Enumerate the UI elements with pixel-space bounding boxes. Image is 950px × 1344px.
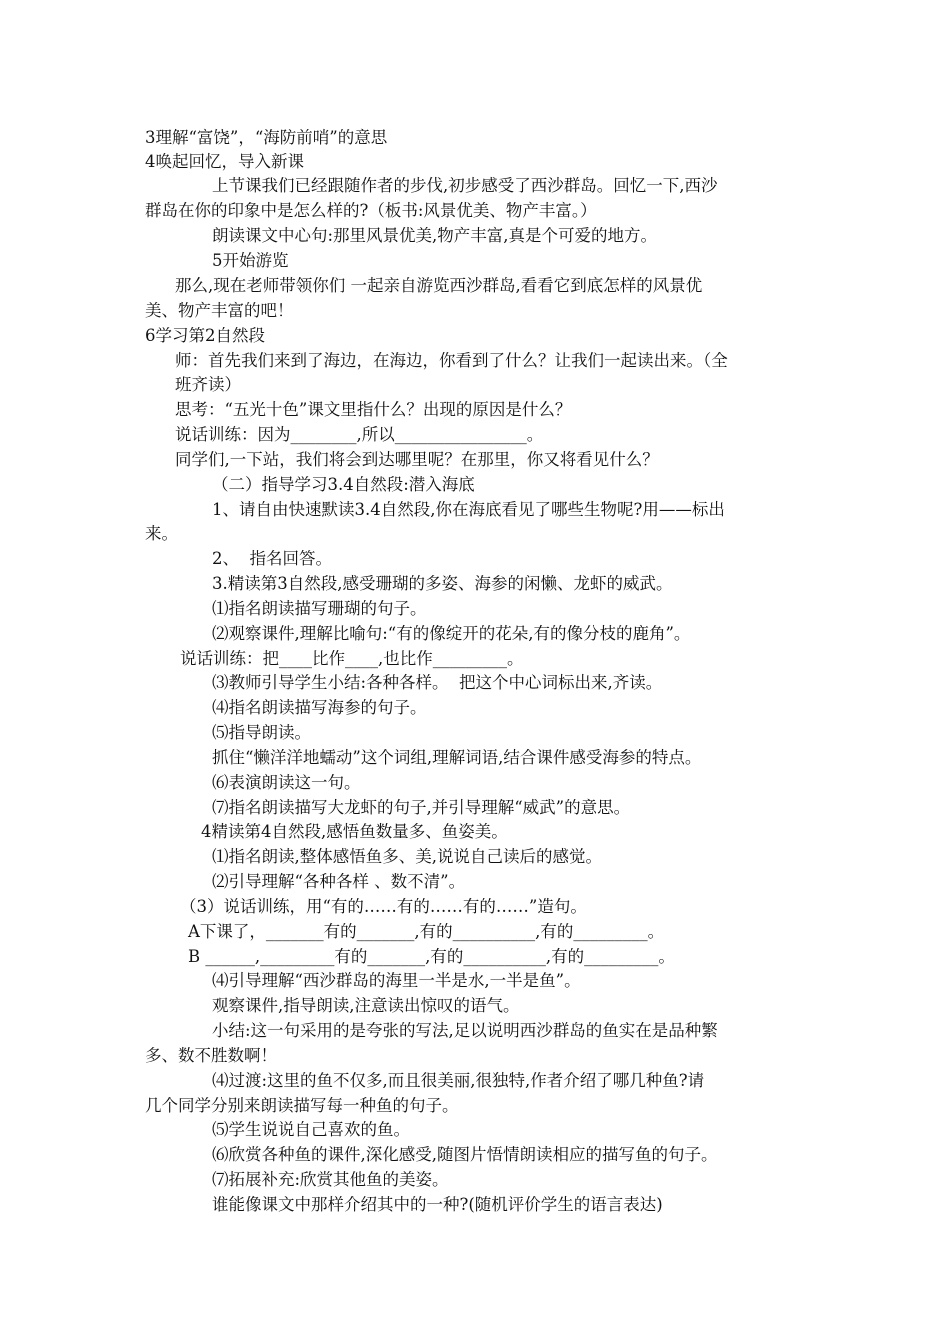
text-line: 几个同学分别来朗读描写每一种鱼的句子。	[145, 1096, 459, 1115]
text-line: 5开始游览	[212, 251, 289, 270]
text-line: 朗读课文中心句:那里风景优美,物产丰富,真是个可爱的地方。	[212, 226, 658, 245]
text-line: ⑸学生说说自己喜欢的鱼。	[212, 1120, 410, 1139]
text-line: 美、物产丰富的吧！	[145, 301, 294, 320]
text-line: 2、 指名回答。	[212, 549, 332, 568]
text-line: 来。	[145, 524, 178, 543]
text-line: 4精读第4自然段,感悟鱼数量多、鱼姿美。	[201, 822, 508, 841]
text-line: ⑶教师引导学生小结:各种各样。 把这个中心词标出来,齐读。	[212, 673, 663, 692]
text-line: （二）指导学习3.4自然段:潜入海底	[212, 475, 475, 494]
text-line: ⑷过渡:这里的鱼不仅多,而且很美丽,很独特,作者介绍了哪几种鱼?请	[212, 1071, 705, 1090]
text-line: 谁能像课文中那样介绍其中的一种?(随机评价学生的语言表达)	[212, 1195, 663, 1214]
text-line: ⑹欣赏各种鱼的课件,深化感受,随图片悟情朗读相应的描写鱼的句子。	[212, 1145, 718, 1164]
text-line: ⑷引导理解“西沙群岛的海里一半是水,一半是鱼”。	[212, 971, 581, 990]
text-line: 抓住“懒洋洋地蠕动”这个词组,理解词语,结合课件感受海参的特点。	[212, 748, 702, 767]
text-line: ⑹表演朗读这一句。	[212, 773, 361, 792]
text-line: ⑴指名朗读描写珊瑚的句子。	[212, 599, 427, 618]
text-line: 那么,现在老师带领你们 一起亲自游览西沙群岛,看看它到底怎样的风景优	[175, 276, 703, 295]
text-line: 思考：“五光十色”课文里指什么？出现的原因是什么？	[175, 400, 572, 419]
text-line: 说话训练：把____比作____,也比作_________。	[180, 649, 524, 668]
text-line: 同学们,一下站，我们将会到达哪里呢？在那里，你又将看见什么？	[175, 450, 659, 469]
text-line: ⑺拓展补充:欣赏其他鱼的美姿。	[212, 1170, 449, 1189]
text-line: 说话训练：因为________,所以________________。	[175, 425, 544, 444]
text-line: 师：首先我们来到了海边，在海边，你看到了什么？让我们一起读出来。（全	[175, 351, 728, 370]
text-line: 观察课件,指导朗读,注意读出惊叹的语气。	[212, 996, 520, 1015]
text-line: ⑴指名朗读,整体感悟鱼多、美,说说自己读后的感觉。	[212, 847, 602, 866]
text-line: 班齐读）	[175, 375, 241, 394]
text-line: 多、数不胜数啊！	[145, 1046, 277, 1065]
text-line: ⑸指导朗读。	[212, 723, 311, 742]
text-line: 上节课我们已经跟随作者的步伐,初步感受了西沙群岛。回忆一下,西沙	[212, 176, 718, 195]
text-line: ⑵引导理解“各种各样 、数不清”。	[212, 872, 466, 891]
text-line: ⑷指名朗读描写海参的句子。	[212, 698, 427, 717]
text-line: （3）说话训练，用“有的……有的……有的……”造句。	[180, 897, 587, 916]
text-line: 4唤起回忆，导入新课	[145, 152, 304, 171]
text-line: 6学习第2自然段	[145, 326, 265, 345]
text-line: 3理解“富饶”，“海防前哨”的意思	[145, 128, 388, 147]
text-line: 1、请自由快速默读3.4自然段,你在海底看见了哪些生物呢?用——标出	[212, 500, 725, 519]
text-line: 群岛在你的印象中是怎么样的?（板书:风景优美、物产丰富。）	[145, 201, 597, 220]
text-line: A下课了，_______有的_______,有的__________,有的_________。	[188, 922, 665, 941]
text-line: 小结:这一句采用的是夸张的写法,足以说明西沙群岛的鱼实在是品种繁	[212, 1021, 718, 1040]
text-line: B ______,_________有的_______,有的__________,有的_________。	[188, 947, 675, 966]
text-line: ⑺指名朗读描写大龙虾的句子,并引导理解“威武”的意思。	[212, 798, 631, 817]
text-line: ⑵观察课件,理解比喻句:“有的像绽开的花朵,有的像分枝的鹿角”。	[212, 624, 691, 643]
text-line: 3.精读第3自然段,感受珊瑚的多姿、海参的闲懒、龙虾的威武。	[212, 574, 673, 593]
